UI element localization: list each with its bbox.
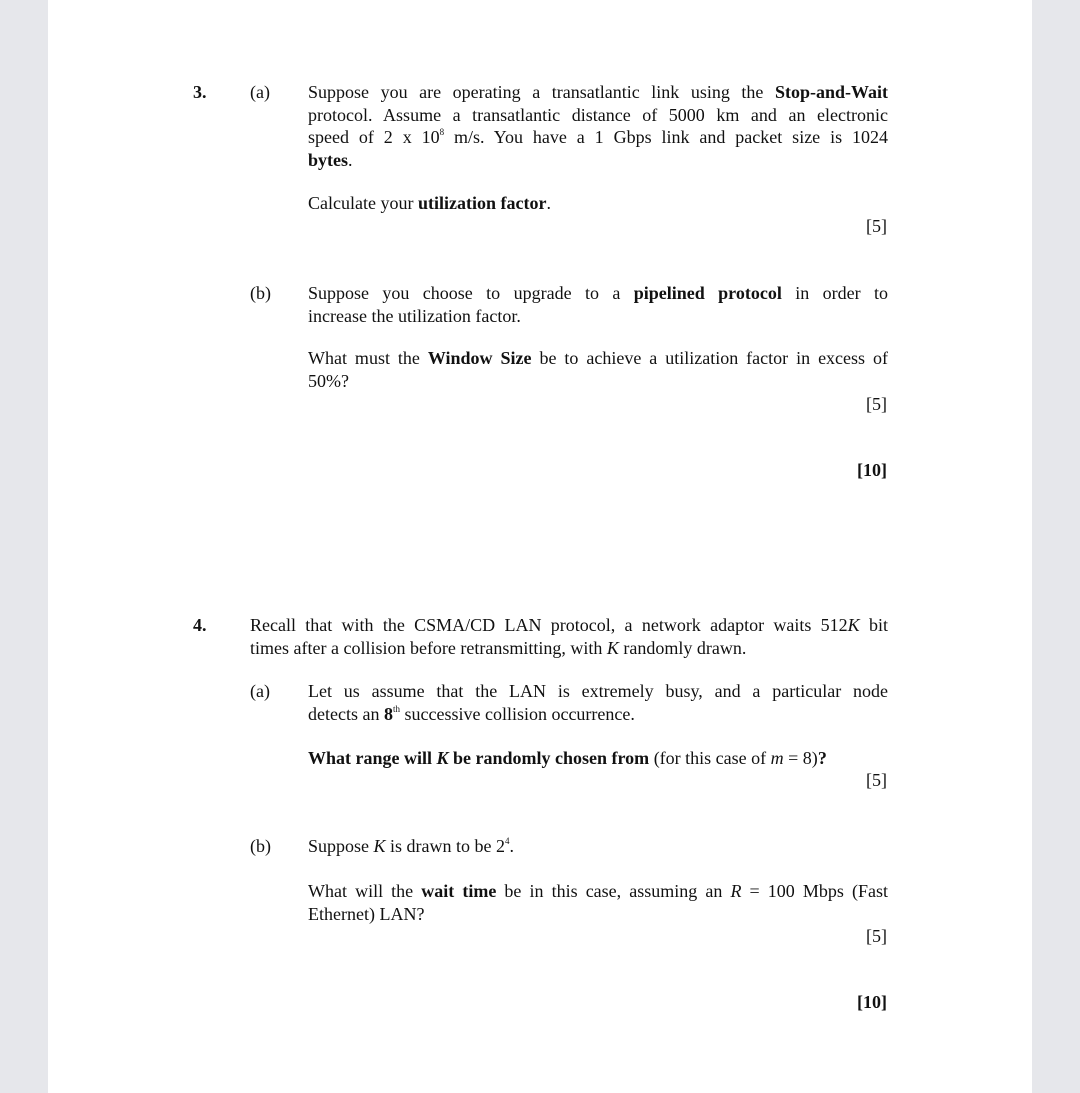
question-4b-marks: [5] — [866, 926, 887, 946]
question-4a-label: (a) — [250, 681, 270, 701]
question-3-number: 3. — [193, 82, 207, 102]
question-4b-label: (b) — [250, 836, 271, 856]
q4b-ask-line-2: Ethernet) LAN? — [308, 903, 425, 924]
question-4-total-marks: [10] — [857, 992, 887, 1012]
q3a-line-4: bytes. — [308, 149, 353, 170]
q3b-ask-line-1: What must the Window Size be to achieve a utilization factor in excess of — [308, 348, 888, 368]
question-3b-marks: [5] — [866, 394, 887, 414]
question-4b-text: Suppose K is drawn to be $2^4$. — [308, 836, 515, 856]
q3b-ask-line-2: 50%? — [308, 370, 349, 391]
question-3a-text — [308, 81, 888, 171]
q3a-line-2: protocol. Assume a transatlantic distance of 5000 km and an electronic — [308, 104, 888, 125]
question-3a-label: (a) — [250, 82, 270, 102]
question-4a-marks: [5] — [866, 770, 887, 790]
q4-intro-line-1: Recall that with the CSMA/CD LAN protocol, a network adaptor waits 512K bit — [250, 615, 888, 635]
q4-intro-line-2: times after a collision before retransmitting, with K randomly drawn. — [250, 637, 747, 658]
question-4a-ask: What range will K be randomly chosen from (for this case of m = 8)? — [308, 748, 827, 768]
q3a-line-1: Suppose you are operating a transatlantic link using the Stop-and-Wait — [308, 82, 888, 102]
q3b-line-1: Suppose you choose to upgrade to a pipelined protocol in order to — [308, 283, 889, 303]
exam-page — [48, 0, 1032, 1093]
question-4a-text — [308, 680, 888, 725]
q4a-line-1: Let us assume that the LAN is extremely busy, and a particular node — [308, 681, 888, 701]
question-3-total-marks: [10] — [857, 460, 887, 480]
question-3a-marks: [5] — [866, 216, 887, 236]
question-3b-label: (b) — [250, 283, 271, 303]
question-4-intro — [250, 614, 888, 659]
question-3b-text — [308, 282, 888, 327]
q3b-line-2: increase the utilization factor. — [308, 305, 521, 326]
q3a-line-3: speed of 2 x $10^8$ m/s. You have a 1 Gbps link and packet size is 1024 — [308, 127, 888, 147]
question-4-number: 4. — [193, 615, 207, 635]
question-3a-ask: Calculate your utilization factor. — [308, 193, 551, 213]
question-4b-ask — [308, 880, 888, 925]
question-3b-ask — [308, 347, 888, 392]
q4a-line-2: detects an 8th successive collision occurrence. — [308, 703, 635, 724]
q4b-ask-line-1: What will the wait time be in this case, assuming an R = 100 Mbps (Fast — [308, 881, 888, 901]
